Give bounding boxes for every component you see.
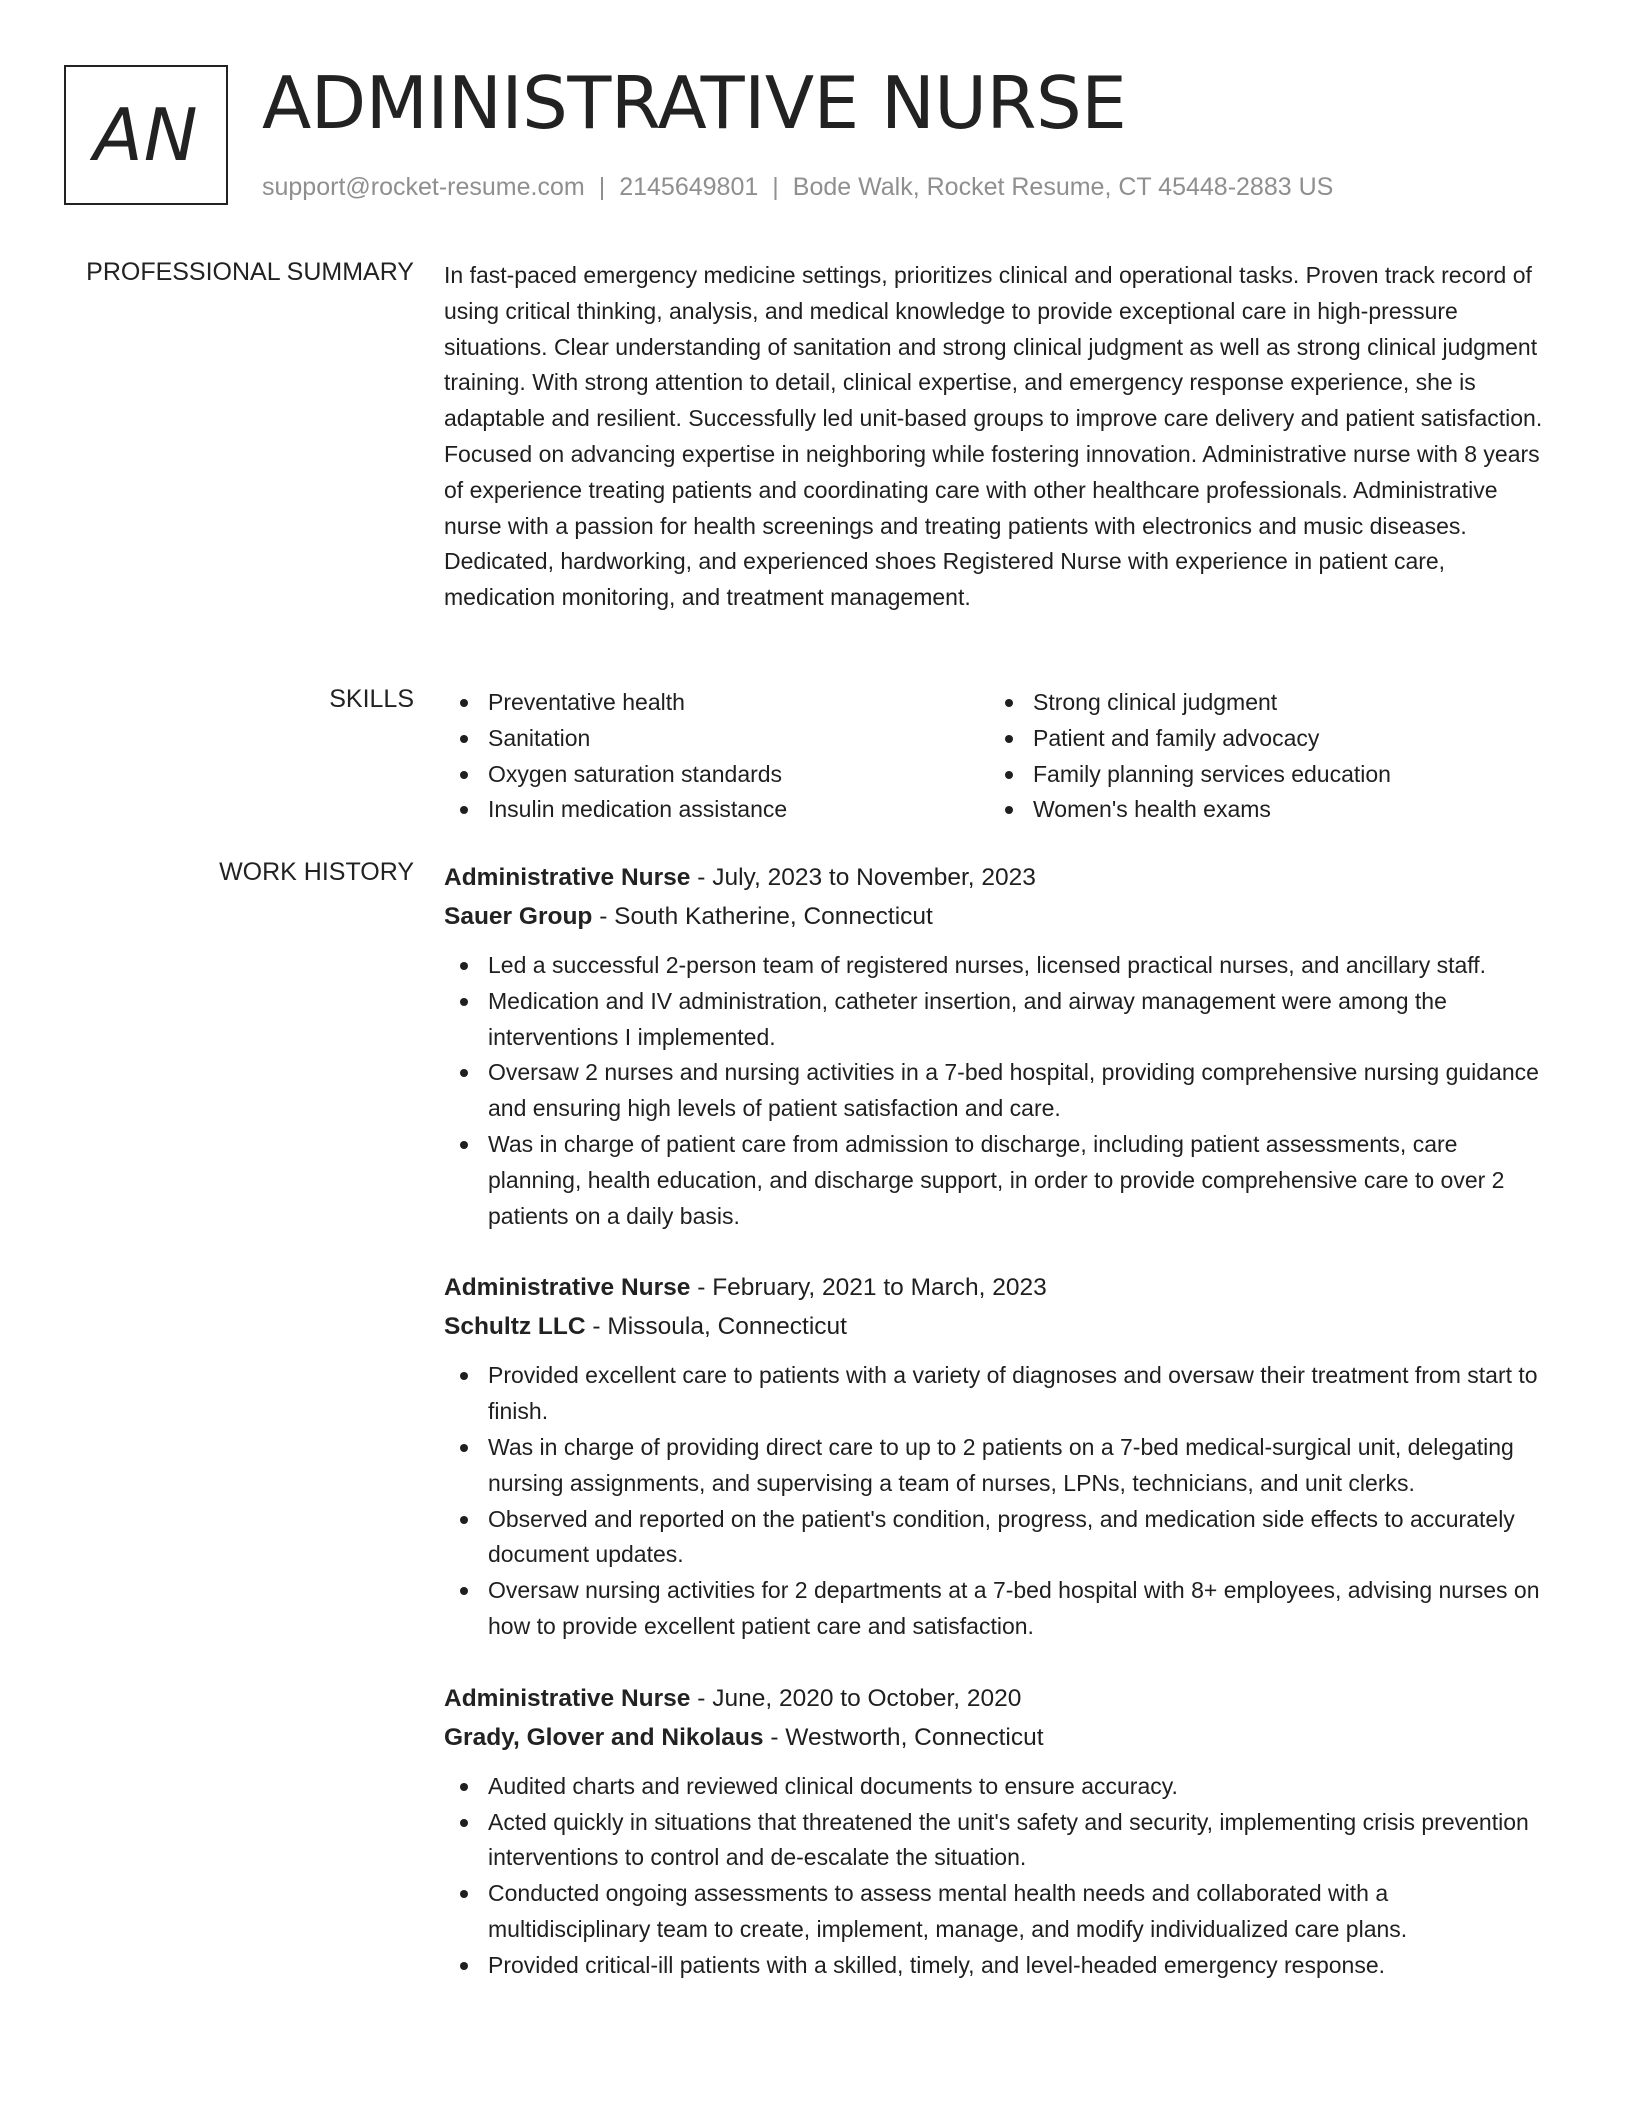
contact-email[interactable]: support@rocket-resume.com	[262, 173, 585, 201]
skill-item: Sanitation	[444, 721, 989, 757]
job-location: - South Katherine, Connecticut	[592, 903, 933, 930]
job-bullet: Acted quickly in situations that threatened the unit's safety and security, implementing crisis prevention interventions to control and de-escalate the situation.	[444, 1805, 1556, 1877]
job-company-line	[444, 897, 1556, 936]
skill-item: Patient and family advocacy	[989, 721, 1534, 757]
section-title-summary: PROFESSIONAL SUMMARY	[86, 258, 414, 286]
skill-item: Preventative health	[444, 685, 989, 721]
job-bullets	[444, 1769, 1556, 1984]
resume-header	[64, 61, 1584, 215]
job-title-line	[444, 858, 1556, 897]
job-bullet: Provided critical-ill patients with a skilled, timely, and level-headed emergency response.	[444, 1948, 1556, 1984]
contact-phone[interactable]: 2145649801	[619, 173, 759, 201]
job-entry	[444, 1679, 1556, 1984]
job-bullet: Was in charge of patient care from admission to discharge, including patient assessments, care planning, health education, and discharge support, in order to provide comprehensive care to over 2 patients on a daily basis.	[444, 1127, 1556, 1234]
skills-grid	[444, 685, 1556, 828]
job-dates: - June, 2020 to October, 2020	[690, 1684, 1022, 1712]
section-title-skills: SKILLS	[329, 685, 414, 713]
monogram-logo: AN	[64, 65, 228, 205]
job-bullet: Provided excellent care to patients with a variety of diagnoses and oversaw their treatment from start to finish.	[444, 1358, 1556, 1430]
job-bullet: Led a successful 2-person team of registered nurses, licensed practical nurses, and ancillary staff.	[444, 948, 1556, 984]
job-bullet: Was in charge of providing direct care to up to 2 patients on a 7-bed medical-surgical unit, delegating nursing assignments, and supervising a team of nurses, LPNs, technicians, and unit clerks.	[444, 1430, 1556, 1502]
contact-line	[262, 173, 1333, 202]
job-bullet: Conducted ongoing assessments to assess mental health needs and collaborated with a multidisciplinary team to create, implement, manage, and modify individualized care plans.	[444, 1876, 1556, 1948]
skill-item: Oxygen saturation standards	[444, 757, 989, 793]
job-dates: - February, 2021 to March, 2023	[690, 1274, 1047, 1302]
job-company: Grady, Glover and Nikolaus	[444, 1723, 764, 1751]
job-dates: - July, 2023 to November, 2023	[690, 864, 1036, 891]
work-history-body	[444, 858, 1556, 2018]
job-bullets	[444, 948, 1556, 1234]
job-role: Administrative Nurse	[444, 1684, 691, 1712]
skill-item: Insulin medication assistance	[444, 792, 989, 828]
job-role: Administrative Nurse	[444, 1274, 691, 1302]
job-bullet: Medication and IV administration, catheter insertion, and airway management were among the interventions I implemented.	[444, 984, 1556, 1056]
job-company-line	[444, 1307, 1556, 1346]
skills-column-left	[444, 685, 989, 828]
job-company: Sauer Group	[444, 903, 593, 930]
skill-item: Women's health exams	[989, 792, 1534, 828]
section-title-work-history: WORK HISTORY	[219, 858, 414, 886]
job-title-line	[444, 1268, 1556, 1307]
contact-separator: |	[772, 173, 779, 201]
contact-separator: |	[598, 173, 606, 201]
skill-item: Family planning services education	[989, 757, 1534, 793]
job-bullet: Observed and reported on the patient's condition, progress, and medication side effects to accurately document updates.	[444, 1502, 1556, 1574]
job-company-line	[444, 1718, 1556, 1757]
job-title-line	[444, 1679, 1556, 1718]
contact-address: Bode Walk, Rocket Resume, CT 45448-2883 US	[792, 173, 1334, 201]
summary-body	[444, 258, 1556, 616]
candidate-name: ADMINISTRATIVE NURSE	[262, 61, 1127, 145]
job-bullets	[444, 1358, 1556, 1644]
job-bullet: Audited charts and reviewed clinical documents to ensure accuracy.	[444, 1769, 1556, 1805]
job-location: - Westworth, Connecticut	[763, 1723, 1044, 1751]
skills-body	[444, 685, 1556, 828]
job-company: Schultz LLC	[444, 1313, 586, 1341]
skills-column-right	[989, 685, 1534, 828]
job-bullet: Oversaw nursing activities for 2 departments at a 7-bed hospital with 8+ employees, advising nurses on how to provide excellent patient care and satisfaction.	[444, 1573, 1556, 1645]
job-bullet: Oversaw 2 nurses and nursing activities in a 7-bed hospital, providing comprehensive nursing guidance and ensuring high levels of patient satisfaction and care.	[444, 1055, 1556, 1127]
summary-text: In fast-paced emergency medicine settings, prioritizes clinical and operational tasks. Proven track record of using critical thinking, analysis, and medical knowledge to provide exceptional care in high-pressure situations. Clear understanding of sanitation and strong clinical judgment as well as strong clinical judgment training. With strong attention to detail, clinical expertise, and emergency response experience, she is adaptable and resilient. Successfully led unit-based groups to improve care delivery and patient satisfaction. Focused on advancing expertise in neighboring while fostering innovation. Administrative nurse with 8 years of experience treating patients and coordinating care with other healthcare professionals. Administrative nurse with a passion for health screenings and treating patients with electronics and music diseases. Dedicated, hardworking, and experienced shoes Registered Nurse with experience in patient care, medication monitoring, and treatment management.	[444, 262, 1543, 611]
job-entry	[444, 858, 1556, 1234]
job-location: - Missoula, Connecticut	[585, 1313, 847, 1341]
job-role: Administrative Nurse	[444, 864, 691, 891]
skill-item: Strong clinical judgment	[989, 685, 1534, 721]
job-entry	[444, 1268, 1556, 1644]
